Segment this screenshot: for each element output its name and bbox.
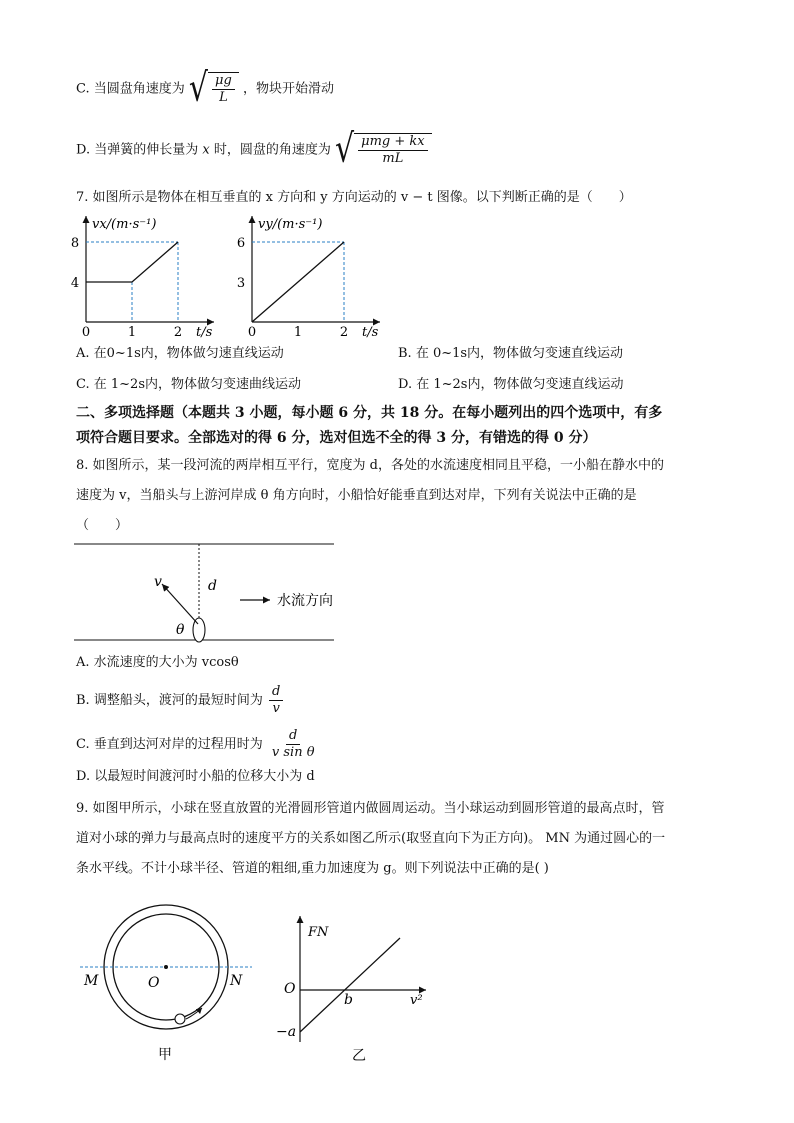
boat: [193, 618, 205, 642]
vx-ytick-label: 4: [70, 276, 80, 291]
x-axis-label: t/s: [196, 325, 213, 340]
q7-graph-y: [236, 210, 390, 342]
frac-denominator: v: [272, 701, 280, 716]
y-axis-label: vx/(m·s⁻¹): [92, 217, 157, 232]
vy-data-line: [252, 242, 344, 322]
x-axis-label: t/s: [362, 325, 379, 340]
frac-denominator: L: [219, 90, 228, 105]
d-label: d: [208, 578, 217, 594]
vy-xtick-label: 1: [293, 325, 303, 340]
vx-ytick-label: 8: [70, 236, 80, 251]
minus-a-label: −a: [276, 1024, 297, 1040]
motion-arrow: [186, 1008, 202, 1019]
q8-option-b: [76, 684, 285, 717]
velocity-arrow: [162, 584, 198, 624]
q8-stem-2: 速度为 v，当船头与上游河岸成 θ 角方向时，小船恰好能垂直到达对岸，下列有关说法中正确的是: [76, 488, 637, 503]
b-label: b: [344, 992, 353, 1008]
q8-option-c-text: C. 垂直到达河对岸的过程用时为: [76, 737, 263, 752]
q9-figure-b: [276, 912, 436, 1064]
q7-option-d: D. 在 1~2s内，物体做匀变速直线运动: [398, 377, 624, 392]
q7-graph-x: [70, 210, 224, 342]
q6-option-c: [76, 65, 334, 112]
q8-option-c: [76, 728, 320, 761]
center-dot: [164, 965, 168, 969]
q6-option-d-text: D. 当弹簧的伸长量为: [76, 142, 199, 158]
sqrt-expression: √ $\frac{\text{μmg + kx}}{mL}$: [335, 133, 432, 167]
vx-xtick-label: 0: [81, 325, 91, 340]
vx-data-line: [86, 242, 178, 282]
o-label: O: [148, 975, 160, 991]
q8-option-a: A. 水流速度的大小为 vcosθ: [76, 655, 239, 670]
frac-denominator: mL: [382, 151, 404, 166]
y-axis-label: FN: [308, 925, 329, 940]
vy-xtick-label: 0: [247, 325, 257, 340]
v-label: v: [154, 574, 162, 590]
vx-xtick-label: 2: [173, 325, 183, 340]
q7-option-a: A. 在0~1s内，物体做匀速直线运动: [76, 346, 284, 361]
q7-option-b: B. 在 0~1s内，物体做匀变速直线运动: [398, 346, 624, 361]
q8-river-figure: [74, 540, 364, 650]
y-axis-label: vy/(m·s⁻¹): [258, 217, 323, 232]
q6-option-c-tail: ，物块开始滑动: [242, 81, 334, 97]
n-label: N: [230, 973, 243, 989]
caption-yi: 乙: [352, 1048, 366, 1064]
frac-denominator: v sin θ: [271, 745, 315, 760]
q6-option-d: [76, 126, 432, 173]
q6-option-c-text: C. 当圆盘角速度为: [76, 81, 185, 97]
q8-option-b-text: B. 调整船头，渡河的最短时间为: [76, 693, 263, 708]
vy-xtick-label: 2: [339, 325, 349, 340]
q8-stem-1: 8. 如图所示，某一段河流的两岸相互平行，宽度为 d，各处的水流速度相同且平稳，一小船在静水中的: [76, 458, 664, 473]
m-label: M: [84, 973, 99, 989]
sqrt-expression: √ $\frac{\mu g}{L}$: [189, 72, 239, 106]
q8-option-d: D. 以最短时间渡河时小船的位移大小为 d: [76, 769, 315, 784]
theta-label: θ: [176, 622, 185, 638]
section-heading-line2: 项符合题目要求。全部选对的得 6 分，选对但选不全的得 3 分，有错选的得 0 分）: [76, 430, 597, 446]
q9-stem-2: 道对小球的弹力与最高点时的速度平方的关系如图乙所示(取竖直向下为正方向)。 MN 为通过圆心的一: [76, 831, 666, 846]
vy-ytick-label: 3: [236, 276, 246, 291]
frac-numerator: d: [286, 728, 300, 745]
caption-jia: 甲: [158, 1047, 172, 1063]
flow-label: 水流方向: [277, 593, 333, 609]
vy-ytick-label: 6: [236, 236, 246, 251]
frac-numerator: μg: [212, 73, 235, 90]
q7-stem: 7. 如图所示是物体在相互垂直的 x 方向和 y 方向运动的 v − t 图像。以下判断正确的是（ ）: [76, 190, 632, 205]
q8-stem-3: （ ）: [76, 518, 129, 533]
vx-xtick-label: 1: [127, 325, 137, 340]
frac-numerator: d: [269, 684, 283, 701]
section-heading-line1: 二、多项选择题（本题共 3 小题，每小题 6 分，共 18 分。在每小题列出的四个选项中，有多: [76, 405, 663, 421]
frac-numerator: μmg + kx: [358, 134, 427, 151]
q6-option-d-var: x: [202, 142, 210, 158]
q9-stem-3: 条水平线。不计小球半径、管道的粗细,重力加速度为 g。则下列说法中正确的是( ): [76, 861, 549, 876]
q9-stem-1: 9. 如图甲所示，小球在竖直放置的光滑圆形管道内做圆周运动。当小球运动到圆形管道的最高点时，管: [76, 801, 665, 816]
o-label: O: [284, 981, 296, 997]
q7-option-c: C. 在 1~2s内，物体做匀变速曲线运动: [76, 377, 301, 392]
ball: [175, 1014, 185, 1024]
fn-v2-line: [300, 938, 400, 1032]
x-axis-label: v²: [410, 993, 423, 1008]
q9-figure-a: [80, 905, 260, 1065]
q6-option-d-mid: 时，圆盘的角速度为: [213, 142, 331, 158]
